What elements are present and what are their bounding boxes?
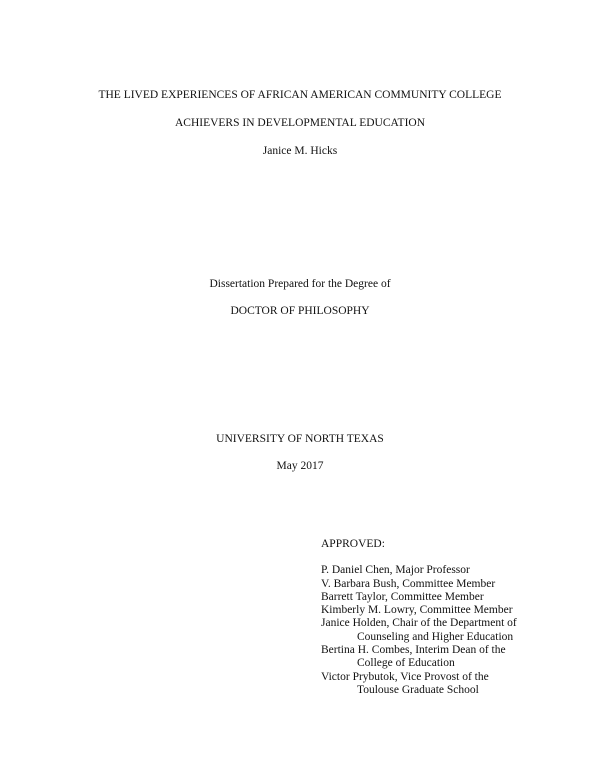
interim-dean-continuation: College of Education [357,657,455,670]
committee-member: Kimberly M. Lowry, Committee Member [321,604,513,617]
department-chair-continuation: Counseling and Higher Education [357,630,514,643]
vice-provost-continuation: Toulouse Graduate School [357,683,479,696]
title-line-1: THE LIVED EXPERIENCES OF AFRICAN AMERICAN COMMUNITY COLLEGE [98,89,502,101]
committee-member: P. Daniel Chen, Major Professor [321,564,470,577]
approval-block [321,538,591,697]
title-line-2: ACHIEVERS IN DEVELOPMENTAL EDUCATION [174,117,426,129]
defense-date: May 2017 [276,460,324,472]
author-name: Janice M. Hicks [262,145,338,157]
degree-name: DOCTOR OF PHILOSOPHY [230,305,370,317]
committee-member: Barrett Taylor, Committee Member [321,590,484,603]
vice-provost: Victor Prybutok, Vice Provost of the [321,670,489,683]
approval-heading: APPROVED: [321,538,385,550]
committee-member: V. Barbara Bush, Committee Member [321,577,496,590]
department-chair: Janice Holden, Chair of the Department of [321,617,517,630]
university-name: UNIVERSITY OF NORTH TEXAS [216,433,384,445]
interim-dean: Bertina H. Combes, Interim Dean of the [321,644,506,657]
degree-statement: Dissertation Prepared for the Degree of [209,278,391,290]
